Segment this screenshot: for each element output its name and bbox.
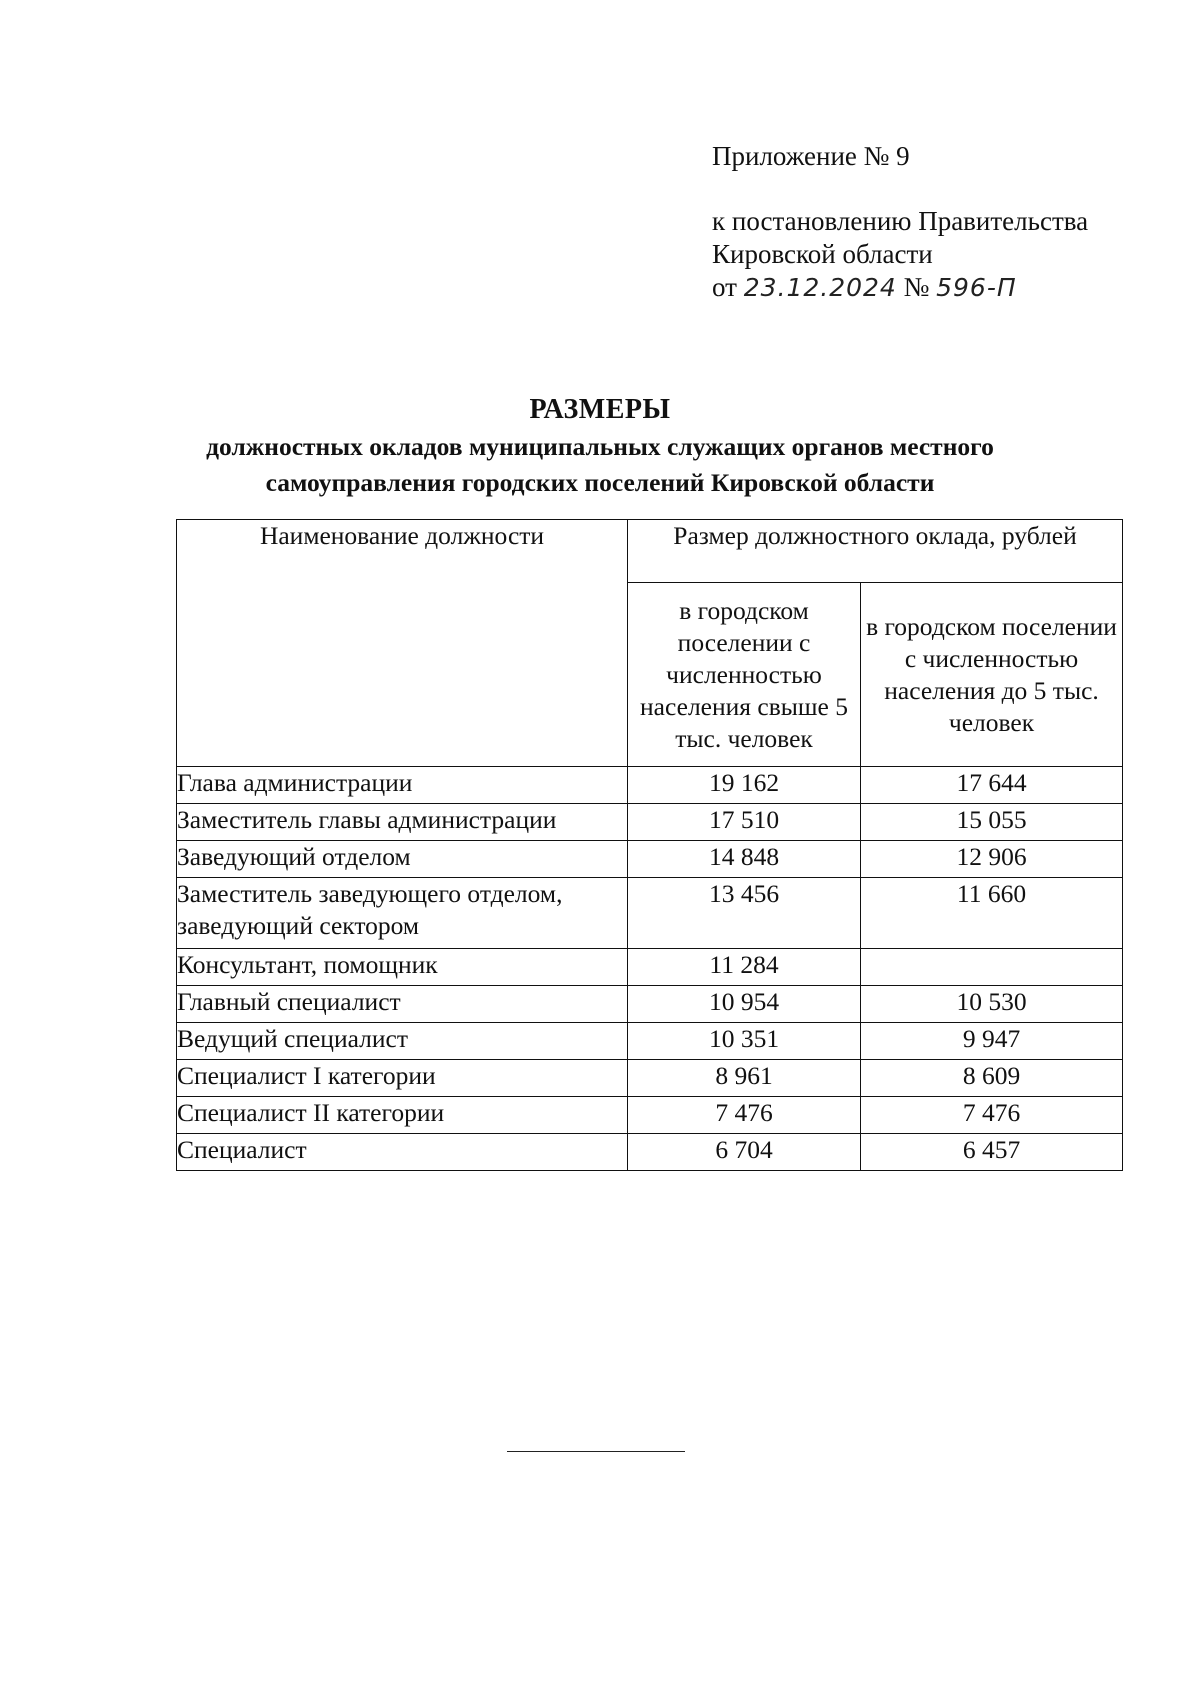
position-name: Специалист II категории (177, 1097, 628, 1134)
handwritten-number: 596-П (936, 273, 1017, 302)
appendix-resolution-line: к постановлению Правительства (712, 206, 1089, 236)
table-row (177, 986, 1123, 1023)
salary-under-5k: 9 947 (861, 1023, 1123, 1060)
salary-under-5k: 12 906 (861, 841, 1123, 878)
salary-over-5k: 10 954 (628, 986, 861, 1023)
salary-under-5k: 7 476 (861, 1097, 1123, 1134)
position-name: Консультант, помощник (177, 949, 628, 986)
position-name: Ведущий специалист (177, 1023, 628, 1060)
table-row (177, 1134, 1123, 1171)
salary-under-5k: 6 457 (861, 1134, 1123, 1171)
header-position-name: Наименование должности (177, 520, 628, 767)
title-main: РАЗМЕРЫ (529, 394, 671, 425)
table-row (177, 1023, 1123, 1060)
table-row (177, 804, 1123, 841)
appendix-block (712, 140, 1182, 304)
title-line-1: должностных окладов муниципальных служащих органов местного (206, 432, 994, 461)
salary-over-5k: 6 704 (628, 1134, 861, 1171)
salary-over-5k: 10 351 (628, 1023, 861, 1060)
salary-over-5k: 19 162 (628, 767, 861, 804)
appendix-number: Приложение № 9 (712, 141, 910, 171)
position-name: Глава администрации (177, 767, 628, 804)
salary-over-5k: 14 848 (628, 841, 861, 878)
header-over-5k: в городском поселении с численностью населения свыше 5 тыс. человек (628, 583, 861, 767)
document-title (80, 392, 1120, 500)
position-name: Специалист I категории (177, 1060, 628, 1097)
end-divider-line (507, 1451, 685, 1452)
date-prefix: от (712, 272, 737, 302)
position-name: Главный специалист (177, 986, 628, 1023)
title-line-2: самоуправления городских поселений Кировской области (265, 468, 935, 497)
table-row (177, 767, 1123, 804)
header-under-5k: в городском поселении с численностью населения до 5 тыс. человек (861, 583, 1123, 767)
salary-under-5k (861, 949, 1123, 986)
salary-under-5k: 17 644 (861, 767, 1123, 804)
position-name: Заместитель заведующего отделом, заведующий сектором (177, 878, 628, 949)
salary-over-5k: 13 456 (628, 878, 861, 949)
salary-under-5k: 11 660 (861, 878, 1123, 949)
header-salary-size: Размер должностного оклада, рублей (628, 520, 1123, 583)
salary-under-5k: 10 530 (861, 986, 1123, 1023)
table-row (177, 1060, 1123, 1097)
table-row (177, 841, 1123, 878)
salary-table (176, 519, 1123, 1171)
salary-over-5k: 11 284 (628, 949, 861, 986)
salary-over-5k: 17 510 (628, 804, 861, 841)
salary-under-5k: 15 055 (861, 804, 1123, 841)
position-name: Заведующий отделом (177, 841, 628, 878)
salary-over-5k: 7 476 (628, 1097, 861, 1134)
handwritten-date: 23.12.2024 (743, 273, 897, 302)
table-row (177, 949, 1123, 986)
table-row (177, 878, 1123, 949)
appendix-region-line: Кировской области (712, 239, 933, 269)
position-name: Заместитель главы администрации (177, 804, 628, 841)
appendix-date-line (712, 271, 1182, 304)
number-prefix: № (903, 272, 930, 302)
position-name: Специалист (177, 1134, 628, 1171)
salary-over-5k: 8 961 (628, 1060, 861, 1097)
salary-under-5k: 8 609 (861, 1060, 1123, 1097)
table-row (177, 1097, 1123, 1134)
